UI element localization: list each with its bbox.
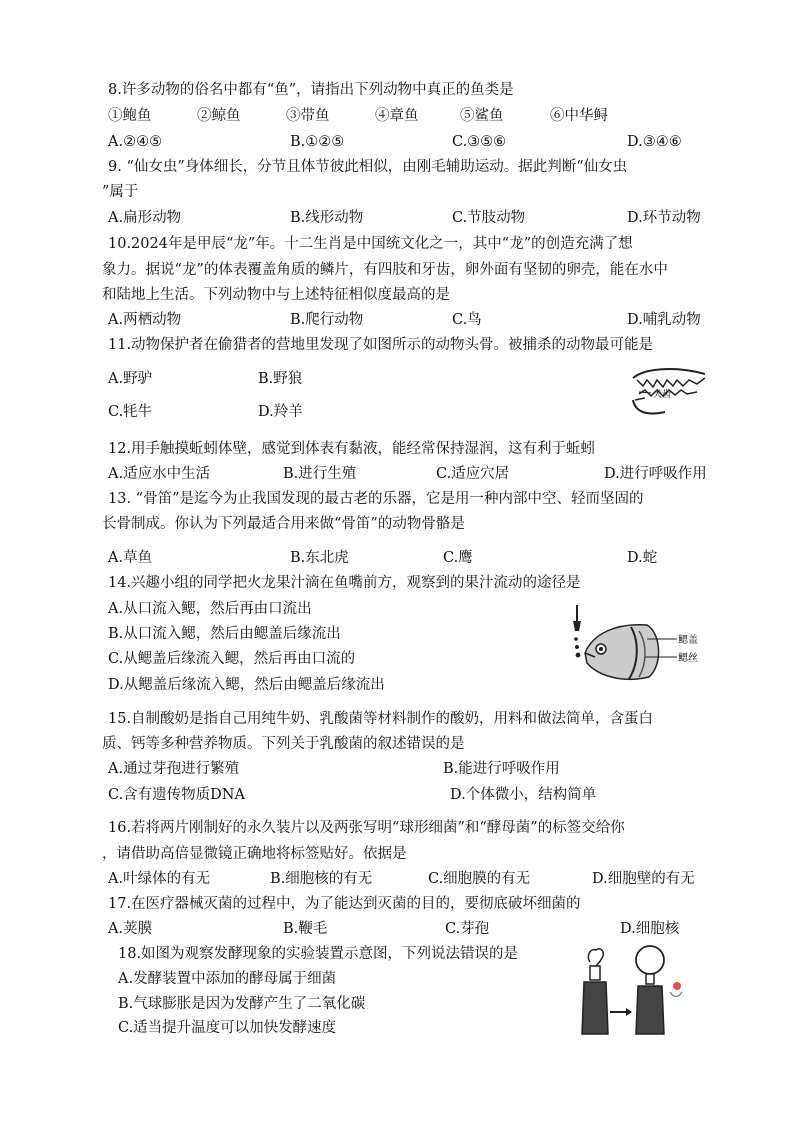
q16-option-a: A.叶绿体的有无 [108, 871, 211, 887]
q14-option-a: A.从口流入鳃，然后再由口流出 [108, 601, 312, 617]
q11-stem: 11.动物保护者在偷猎者的营地里发现了如图所示的动物头骨。被捕杀的动物最可能是 [108, 337, 654, 353]
q9-option-c: C.节肢动物 [452, 210, 526, 226]
q17-option-d: D.细胞核 [620, 921, 680, 937]
q8-item-5: ⑤鲨鱼 [460, 108, 504, 124]
q16-stem-line1: 16.若将两片刚制好的永久装片以及两张写明“球形细菌”和“酵母菌”的标签交给你 [108, 820, 625, 836]
q8-item-4: ④章鱼 [375, 108, 419, 124]
q17-option-c: C.芽孢 [445, 921, 490, 937]
q12-option-d: D.进行呼吸作用 [604, 466, 707, 482]
q14-stem: 14.兴趣小组的同学把火龙果汁滴在鱼嘴前方，观察到的果汁流动的途径是 [108, 575, 581, 591]
q8-item-1: ①鲍鱼 [108, 108, 152, 124]
q10-option-d: D.哺乳动物 [627, 312, 701, 328]
operculum-label: 鳃盖 [678, 635, 698, 646]
q11-option-b: B.野狼 [258, 371, 303, 387]
q9-option-a: A.扁形动物 [108, 210, 182, 226]
q15-option-b: B.能进行呼吸作用 [443, 761, 560, 777]
skull-figure [625, 360, 715, 420]
q14-option-d: D.从鳃盖后缘流入鳃，然后由鳃盖后缘流出 [108, 677, 385, 693]
q17-stem: 17.在医疗器械灭菌的过程中，为了能达到灭菌的目的，要彻底破坏细菌的 [108, 896, 581, 912]
q13-option-d: D.蛇 [627, 550, 658, 566]
q8-item-6: ⑥中华鲟 [550, 108, 608, 124]
q11-option-a: A.野驴 [108, 371, 153, 387]
q16-option-d: D.细胞壁的有无 [592, 871, 695, 887]
q8-item-2: ②鲸鱼 [197, 108, 241, 124]
q11-option-d: D.羚羊 [258, 404, 303, 420]
q9-option-b: B.线形动物 [290, 210, 364, 226]
q11-option-c: C.牦牛 [108, 404, 153, 420]
q15-option-a: A.通过芽孢进行繁殖 [108, 761, 240, 777]
q15-stem-line1: 15.自制酸奶是指自己用纯牛奶、乳酸菌等材料制作的酸奶，用料和做法简单，含蛋白 [108, 711, 654, 727]
q12-option-b: B.进行生殖 [283, 466, 357, 482]
q12-option-a: A.适应水中生活 [108, 466, 211, 482]
q13-option-a: A.草鱼 [108, 550, 153, 566]
q9-stem-line2: ”属于 [102, 184, 139, 200]
q10-stem-line3: 和陆地上生活。下列动物中与上述特征相似度最高的是 [102, 287, 450, 303]
q8-option-b: B.①②⑤ [290, 134, 345, 150]
q8-option-c: C.③⑤⑥ [452, 134, 507, 150]
q14-option-c: C.从鳃盖后缘流入鳃，然后再由口流的 [108, 651, 356, 667]
q9-option-d: D.环节动物 [627, 210, 701, 226]
q18-option-c: C.适当提升温度可以加快发酵速度 [118, 1020, 337, 1036]
q15-option-c: C.含有遗传物质DNA [108, 787, 245, 803]
q10-option-a: A.两栖动物 [108, 312, 182, 328]
q14-option-b: B.从口流入鳃，然后由鳃盖后缘流出 [108, 626, 341, 642]
canine-label: 犬齿 [653, 390, 672, 400]
q18-stem: 18.如图为观察发酵现象的实验装置示意图，下列说法错误的是 [118, 946, 519, 962]
q18-option-b: B.气球膨胀是因为发酵产生了二氧化碳 [118, 996, 366, 1012]
q16-option-b: B.细胞核的有无 [270, 871, 373, 887]
q12-option-c: C.适应穴居 [436, 466, 510, 482]
q15-stem-line2: 质、钙等多种营养物质。下列关于乳酸菌的叙述错误的是 [102, 736, 465, 752]
q10-option-c: C.鸟 [452, 312, 482, 328]
q17-option-b: B.鞭毛 [283, 921, 328, 937]
q10-stem-line1: 10.2024年是甲辰“龙”年。十二生肖是中国统文化之一，其中“龙”的创造充满了想 [108, 236, 633, 252]
q12-stem: 12.用手触摸蚯蚓体壁，感觉到体表有黏液，能经常保持湿润，这有利于蚯蚓 [108, 441, 596, 457]
q8-option-a: A.②④⑤ [108, 134, 163, 150]
q8-stem: 8.许多动物的俗名中都有“鱼”，请指出下列动物中真正的鱼类是 [108, 82, 514, 98]
q10-option-b: B.爬行动物 [290, 312, 364, 328]
q13-option-c: C.鹰 [443, 550, 473, 566]
q8-option-d: D.③④⑥ [627, 134, 682, 150]
q15-option-d: D.个体微小，结构简单 [450, 787, 597, 803]
q9-stem-line1: 9. “仙女虫”身体细长，分节且体节彼此相似，由刚毛辅助运动。据此判断“仙女虫 [108, 159, 628, 175]
gill-filament-label: 鳃丝 [678, 653, 698, 664]
q17-option-a: A.荚膜 [108, 921, 153, 937]
q16-stem-line2: ，请借助高倍显微镜正确地将标签贴好。依据是 [102, 846, 407, 862]
fermentation-apparatus-figure [570, 942, 690, 1042]
q13-stem-line1: 13. “骨笛”是迄今为止我国发现的最古老的乐器，它是用一种内部中空、轻而坚固的 [108, 491, 644, 507]
q13-stem-line2: 长骨制成。你认为下列最适合用来做“骨笛”的动物骨骼是 [102, 516, 465, 532]
q18-option-a: A.发酵装置中添加的酵母属于细菌 [118, 971, 337, 987]
q13-option-b: B.东北虎 [290, 550, 349, 566]
fish-head-figure [565, 605, 715, 685]
q8-item-3: ③带鱼 [286, 108, 330, 124]
q10-stem-line2: 象力。据说“龙”的体表覆盖角质的鳞片，有四肢和牙齿，卵外面有坚韧的卵壳，能在水中 [102, 262, 668, 278]
q16-option-c: C.细胞膜的有无 [428, 871, 531, 887]
